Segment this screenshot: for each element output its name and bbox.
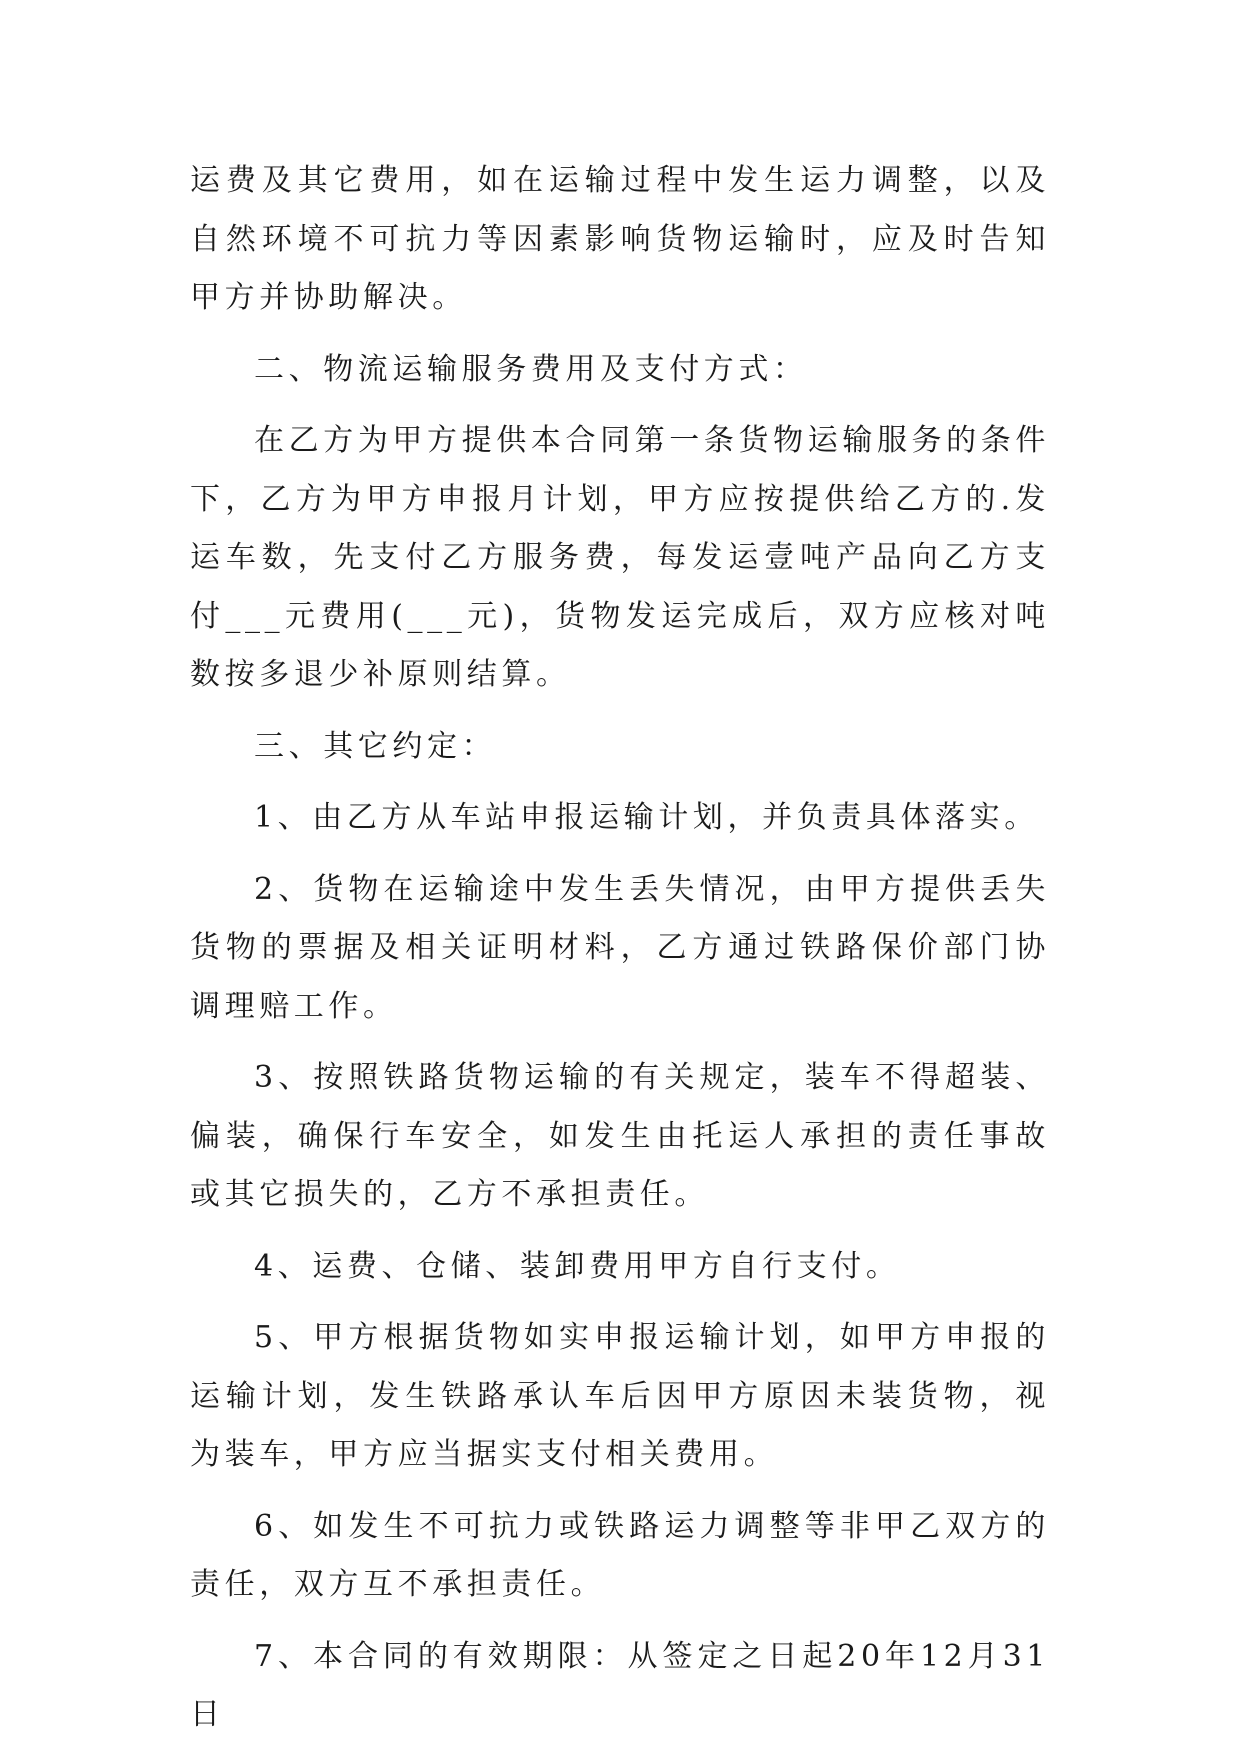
clause-3: 3、按照铁路货物运输的有关规定，装车不得超装、偏装，确保行车安全，如发生由托运人承担的责任事故或其它损失的，乙方不承担责任。 [190, 1060, 1050, 1212]
paragraph-fees-continuation: 运费及其它费用，如在运输过程中发生运力调整，以及自然环境不可抗力等因素影响货物运输时，应及时告知甲方并协助解决。 [190, 163, 1050, 315]
clause-5: 5、甲方根据货物如实申报运输计划，如甲方申报的运输计划，发生铁路承认车后因甲方原因未装货物，视为装车，甲方应当据实支付相关费用。 [190, 1320, 1050, 1472]
clause-7: 7、本合同的有效期限：从签定之日起20年12月31日 [190, 1638, 1050, 1732]
document-body [190, 152, 1050, 1758]
section-heading-other-terms: 三、其它约定： [254, 728, 497, 764]
paragraph-fees-payment: 在乙方为甲方提供本合同第一条货物运输服务的条件下，乙方为甲方申报月计划，甲方应按提供给乙方的.发运车数，先支付乙方服务费，每发运壹吨产品向乙方支付___元费用(___元)，货物发运完成后，双方应核对吨数按多退少补原则结算。 [190, 423, 1050, 692]
clause-6: 6、如发生不可抗力或铁路运力调整等非甲乙双方的责任，双方互不承担责任。 [190, 1508, 1050, 1602]
clause-2: 2、货物在运输途中发生丢失情况，由甲方提供丢失货物的票据及相关证明材料，乙方通过铁路保价部门协调理赔工作。 [190, 871, 1050, 1024]
section-heading-fees-payment: 二、物流运输服务费用及支付方式： [254, 351, 808, 387]
clause-4: 4、运费、仓储、装卸费用甲方自行支付。 [254, 1248, 901, 1284]
clause-1: 1、由乙方从车站申报运输计划，并负责具体落实。 [254, 800, 1039, 835]
